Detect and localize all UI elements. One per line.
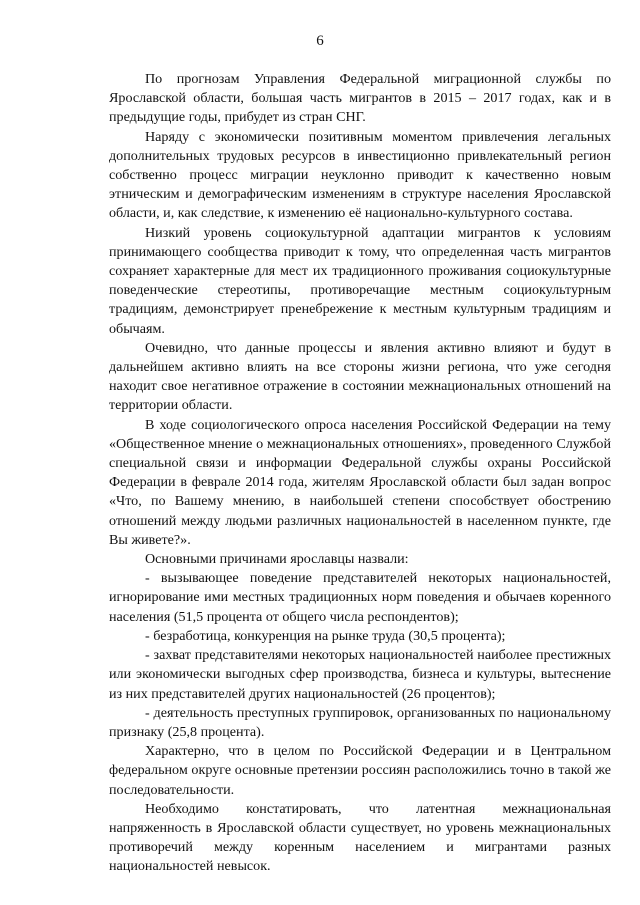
list-item-economic-spheres: - захват представителями некоторых национальностей наиболее престижных или экономически выгодных сфер производства, бизнеса и культуры, вытеснение из них представителей других национальностей (26 процентов);: [109, 647, 611, 702]
paragraph-reasons-intro: Основными причинами ярославцы назвали:: [145, 551, 409, 568]
paragraph-migration-forecast: По прогнозам Управления Федеральной миграционной службы по Ярославской области, большая часть мигрантов в 2015 – 2017 годах, как и в предыдущие годы, прибудет из стран СНГ.: [109, 71, 611, 126]
list-item-unemployment: - безработица, конкуренция на рынке труда (30,5 процента);: [145, 627, 506, 644]
paragraph-labor-resources: Наряду с экономически позитивным моментом привлечения легальных дополнительных трудовых ресурсов в инвестиционно привлекательный регион собственно процесс миграции неуклонно приводит к качественно новым этническим и демографическим изменениям в структуре населения Ярославской области, и, как следствие, к изменению её национально-культурного состава.: [109, 128, 611, 222]
paragraph-federal-comparison: Характерно, что в целом по Российской Федерации и в Центральном федеральном округе основные претензии россиян расположились точно в такой же последовательности.: [109, 743, 611, 798]
page-number: 6: [316, 33, 324, 49]
paragraph-regional-impact: Очевидно, что данные процессы и явления активно влияют и будут в дальнейшем активно влиять на все стороны жизни региона, что уже сегодня находит свое негативное отражение в состоянии межнациональных отношений на территории области.: [109, 339, 611, 414]
paragraph-conclusion: Необходимо констатировать, что латентная межнациональная напряженность в Ярославской области существует, но уровень межнациональных противоречий между коренным населением и мигрантами разных национальностей невысок.: [109, 800, 611, 875]
paragraph-survey: В ходе социологического опроса населения Российской Федерации на тему «Общественное мнение о межнациональных отношениях», проведенного Службой специальной связи и информации Федеральной службы охраны Российской Федерации в феврале 2014 года, жителям Ярославской области был задан вопрос «Что, по Вашему мнению, в наибольшей степени способствует обострению отношений между людьми различных национальностей в населенном пункте, где Вы живете?».: [109, 416, 611, 548]
list-item-criminal-groups: - деятельность преступных группировок, организованных по национальному признаку (25,8 процента).: [109, 704, 611, 740]
paragraph-adaptation: Низкий уровень социокультурной адаптации мигрантов к условиям принимающего сообщества приводит к тому, что определенная часть мигрантов сохраняет характерные для мест их традиционного проживания социокультурные поведенческие стереотипы, противоречащие местным социокультурным традициям, демонстрирует пренебрежение к местным культурным традициям и обычаям.: [109, 224, 611, 337]
body-text: [109, 70, 611, 877]
list-item-provocative-behavior: - вызывающее поведение представителей некоторых национальностей, игнорирование ими местных традиционных норм поведения и обычаев коренного населения (51,5 процента от общего числа респондентов);: [109, 570, 611, 625]
